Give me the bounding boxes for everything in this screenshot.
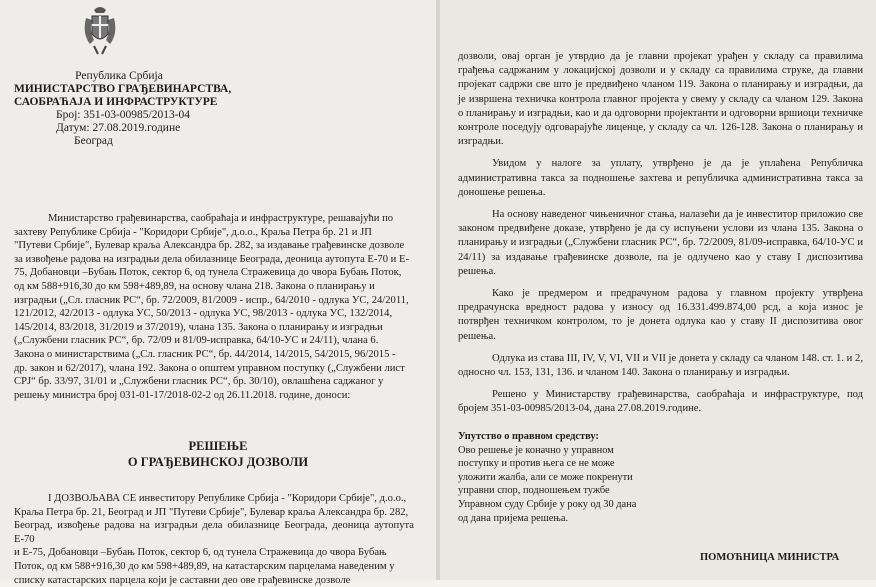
republic-name: Република Србија (75, 70, 163, 82)
intro-line: 121/2012, 42/2013 - одлука УС, 50/2013 - одлука УС, 98/2013 - одлука УС, 132/2014, (14, 308, 393, 320)
intro-line: др. закон и 62/2017), члана 192. Закона о општем управном поступку („Службени лист (14, 362, 405, 374)
paragraph-factual-basis: На основу наведеног чињеничног стања, налазећи да је инвеститор приложио све законом предвиђене доказе, утврђено је да су испуњени услови из члана 135. Закона о планирању и изградњи („Службени гласник РС“, бр. 72/2009, 81/09-исправка, 64/10-УС и 24/11) за издавање грађевинске дозволе, па је одлучено као у ставу I диспозитива решења. (458, 209, 863, 277)
signature-title: ПОМОЋНИЦА МИНИСТРА (700, 552, 840, 563)
intro-line: Министарство грађевинарства, саобраћаја и инфраструктуре, решавајући по (48, 213, 394, 224)
section-i-paragraph (14, 492, 414, 587)
paragraph-fee-payment: Увидом у налоге за уплату, утврђено је да је уплаћена Републичка административна такса за подношење захтева и републичка административна такса за доношење решења. (458, 158, 863, 198)
section-i-line: Београд, извођење радова на изградњи дела обилазнице Београда, деоница аутопута Е-70 (14, 520, 414, 545)
section-i-line: Краља Петра бр. 21, Београд и ЈП "Путеви Србије", Булевар краља Александра бр. 282, (14, 506, 409, 518)
decision-title (0, 438, 436, 470)
intro-line: од км 588+916,30 до км 598+489,89, на основу члана 218. Закона о планирању и (14, 280, 375, 292)
paragraph-project-compliance: дозволи, овај орган је утврдио да је главни пројекат урађен у складу са правилима грађења садржаним у локацијској дозволи и у складу са правилима струке, да главни пројекат садржи све што је предвиђено чланом 119. Закона о планирању и изградњи, да је извршена техничка контрола главног пројекта у свему у складу са чланом 129. Закона о планирању и изградњи, као и да одговорни пројектанти и одговорни вршиоци техничке контроле поседују одговарајуће лиценце, у складу са чл. 126-128. Закона о планирању и изградњи. (458, 51, 863, 148)
ministry-line-2: САОБРАЋАЈА И ИНФРАСТРУКТУРЕ (14, 96, 218, 108)
intro-line: за извођење радова на изградњи дела обилазнице Београда, деоница аутопута Е-70 и Е- (14, 253, 409, 265)
document-date: Датум: 27.08.2019.године (56, 122, 181, 134)
intro-line: Закона о министарствима („Сл. гласник РС“, бр. 44/2014, 14/2015, 54/2015, 96/2015 - (14, 348, 396, 360)
intro-paragraph (14, 212, 414, 402)
intro-line: решењу министра број 031-01-17/2018-02-2 од 26.11.2018. године, доноси: (14, 389, 351, 401)
decision-title-line-1: РЕШЕЊЕ (188, 439, 248, 453)
legal-remedy-line: Ово решење је коначно у управном (458, 444, 614, 456)
right-page-body (458, 50, 863, 417)
legal-remedy-heading: Упутство о правном средству: (458, 431, 599, 442)
section-i-line: и Е-75, Добановци –Бубањ Поток, сектор 6, од тунела Стражевица до чвора Бубањ (14, 547, 387, 559)
document-header (14, 70, 264, 148)
intro-line: 145/2014, 83/2018, 31/2019 и 37/2019), члана 135. Закона о планирању и изградњи (14, 321, 383, 333)
document-city: Београд (74, 135, 113, 147)
intro-line: изградњи („Сл. гласник РС“, бр. 72/2009, 81/2009 - испр., 64/2010 - одлука УС, 24/2011, (14, 294, 409, 306)
section-i-line: списку катастарских парцела који је саставни део ове грађевинске дозволе (14, 574, 351, 586)
paragraph-estimated-value: Како је предмером и предрачуном радова у главном пројекту утврђена предрачунска вредност радова у износу од 16.331.499.874,00 рсд, а која износ је потврђен техничком контролом, то је донета одлука као у ставу II диспозитива овог решења. (458, 288, 863, 342)
section-i-line: Поток, од км 588+916,30 до км 598+489,89, на катастарским парцелама наведеним у (14, 560, 395, 572)
paragraph-decision-articles: Одлука из става III, IV, V, VI, VII и VII је донета у складу са чланом 148. ст. 1. и 2, односно чл. 153, 131, 136. и чланом 140. Закона о планирању и изградњи. (458, 352, 863, 379)
document-number: Број: 351-03-00985/2013-04 (56, 109, 191, 121)
legal-remedy-instruction (458, 430, 668, 525)
legal-remedy-line: од дана пријема решења. (458, 512, 569, 524)
legal-remedy-line: уложити жалба, али се може покренути (458, 471, 633, 483)
legal-remedy-line: поступку и против њега се не може (458, 458, 615, 470)
decision-title-line-2: О ГРАЂЕВИНСКОЈ ДОЗВОЛИ (127, 455, 309, 469)
serbian-coat-of-arms-icon (80, 4, 120, 56)
intro-line: захтеву Републике Србија - "Коридори Србије", д.о.о., Краља Петра бр. 21 и ЈП (14, 226, 372, 238)
legal-remedy-line: Управном суду Србије у року од 30 дана (458, 498, 637, 510)
intro-line: "Путеви Србије", Булевар краља Александра бр. 282, за издавање грађевинске дозволе (14, 240, 405, 252)
legal-remedy-line: управни спор, подношењем тужбе (458, 485, 610, 497)
left-page (0, 0, 436, 586)
paragraph-resolved: Решено у Министарству грађевинарства, саобраћаја и инфраструктуре, под бројем 351-03-00985/2013-04, дана 27.08.2019.године. (458, 389, 863, 415)
intro-line: СРЈ“ бр. 33/97, 31/01 и „Службени гласник РС“, бр. 30/10), овлашћена саджаног у (14, 376, 384, 388)
intro-line: („Службени гласник РС“, бр. 72/09 и 81/09-исправка, 64/10-УС и 24/11), члана 6. (14, 335, 379, 347)
intro-line: 75, Добановци –Бубањ Поток, сектор 6, од тунела Стражевица до чвора Бубањ Поток, (14, 267, 402, 279)
section-i-line: I ДОЗВОЉАВА СЕ инвеститору Републике Србија - "Коридори Србије", д.о.о., (48, 493, 407, 504)
ministry-line-1: МИНИСТАРСТВО ГРАЂЕВИНАРСТВА, (14, 83, 232, 95)
